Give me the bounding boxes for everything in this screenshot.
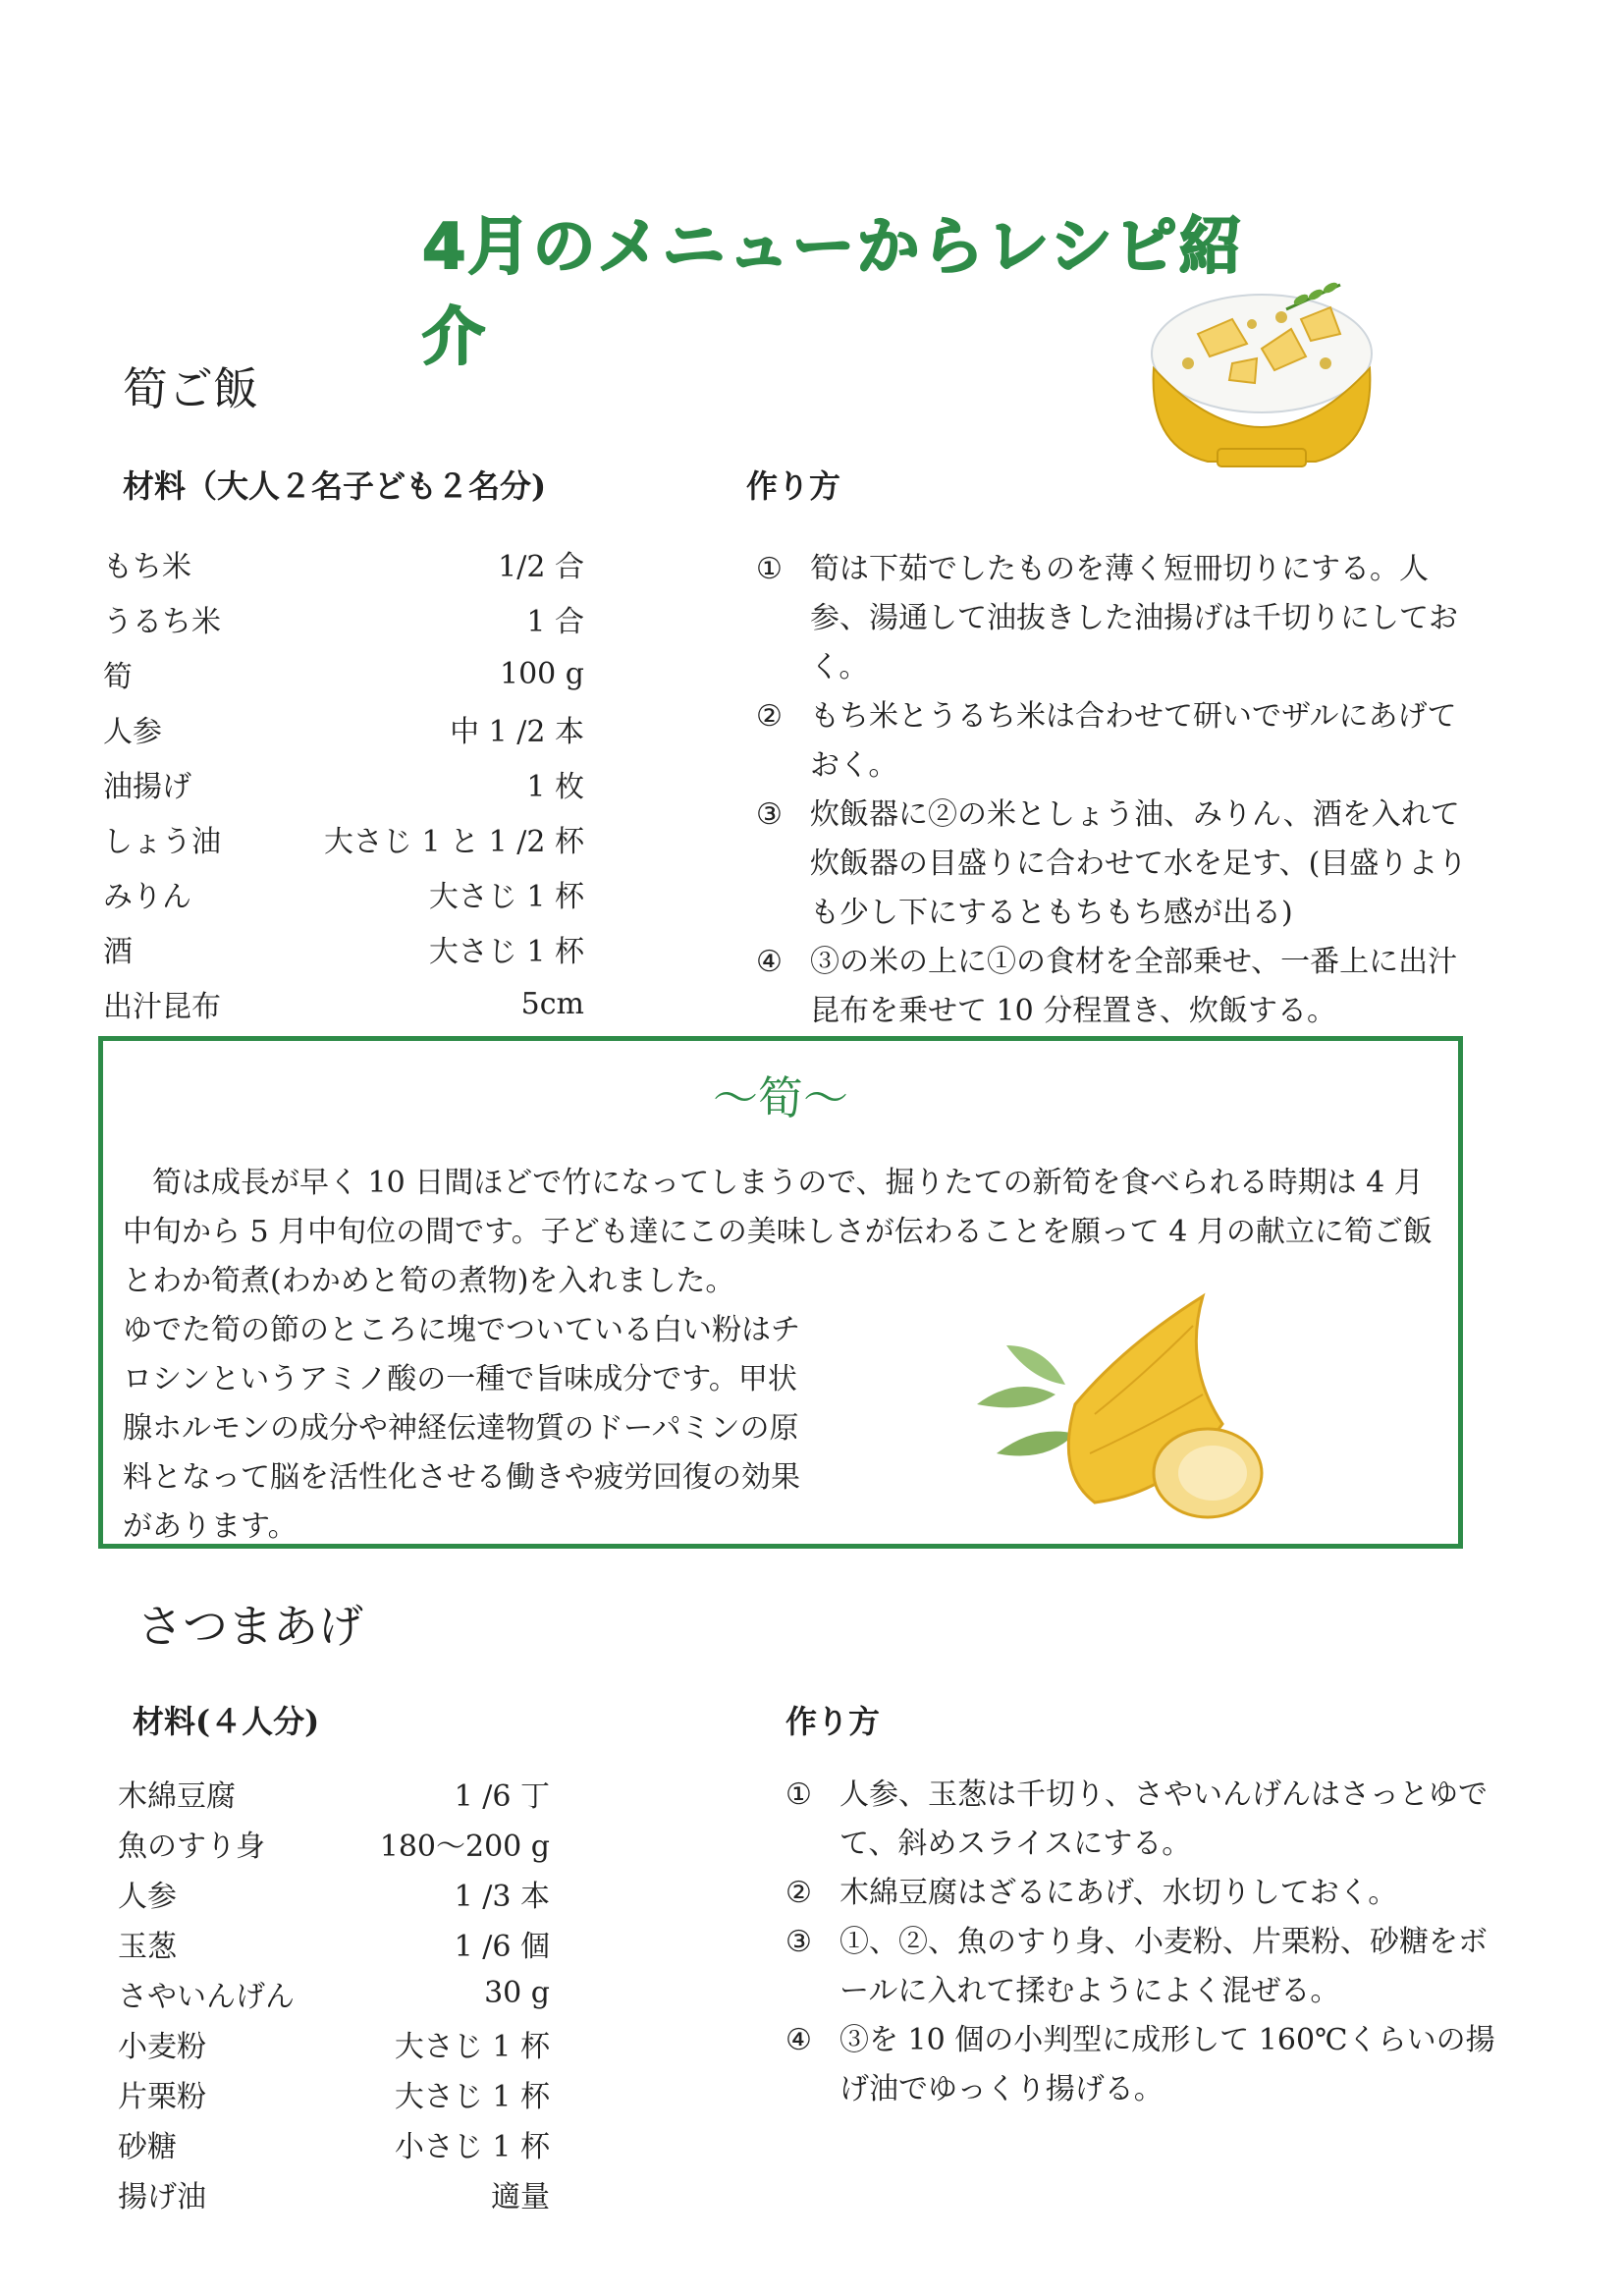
ingredient-name: 玉葱: [118, 1929, 177, 1964]
step-text: ③を 10 個の小判型に成形して 160℃くらいの揚げ油でゆっくり揚げる。: [839, 2023, 1495, 2106]
ingredient-name: 片栗粉: [118, 2079, 206, 2114]
step-number: ①: [785, 1777, 812, 1812]
recipe2-ingredients-table: [118, 1768, 550, 2218]
ingredient-amount: 100 g: [499, 656, 584, 691]
ingredient-amount: 1 合: [526, 605, 584, 639]
step-text: もち米とうるち米は合わせて研いでザルにあげておく。: [810, 699, 1457, 783]
rice-bowl-illustration-icon: [1139, 280, 1384, 476]
step-text: 木綿豆腐はざるにあげ、水切りしておく。: [839, 1876, 1398, 1910]
ingredient-amount: 大さじ 1 杯: [428, 880, 584, 914]
step-number: ①: [756, 552, 783, 586]
ingredient-row: [103, 921, 584, 976]
ingredient-row: [103, 811, 584, 866]
ingredient-amount: 30 g: [484, 1976, 550, 2010]
ingredient-row: [103, 756, 584, 811]
ingredient-row: [103, 976, 584, 1031]
info-box: [98, 1036, 1463, 1549]
ingredient-row: [118, 2018, 550, 2068]
ingredient-row: [103, 646, 584, 701]
recipe1-steps-heading: 作り方: [746, 467, 841, 505]
page-title: 4月のメニューからレシピ紹介: [422, 211, 1244, 374]
info-title: 〜筍〜: [713, 1071, 848, 1124]
step-item: [785, 2016, 1502, 2114]
ingredient-amount: 中 1 /2 本: [450, 715, 584, 749]
recipe1-title: 筍ご飯: [123, 362, 258, 415]
ingredient-name: 木綿豆腐: [118, 1778, 236, 1814]
ingredient-row: [103, 591, 584, 646]
ingredient-row: [118, 2118, 550, 2168]
ingredient-name: さやいんげん: [118, 1979, 295, 2014]
recipe2-steps-list: [785, 1771, 1502, 2114]
ingredient-name: 出汁昆布: [103, 990, 221, 1024]
step-item: [756, 545, 1483, 692]
ingredient-row: [103, 701, 584, 756]
ingredient-amount: 小さじ 1 杯: [394, 2129, 550, 2164]
ingredient-amount: 大さじ 1 杯: [394, 2079, 550, 2114]
ingredient-name: 揚げ油: [118, 2179, 206, 2214]
recipe1-steps-list: [756, 545, 1483, 1036]
recipe1-ingredients-heading: 材料（大人２名子ども２名分): [123, 467, 547, 505]
step-item: [756, 938, 1483, 1036]
ingredient-amount: 1 /3 本: [454, 1879, 550, 1914]
ingredient-name: もち米: [103, 550, 191, 584]
ingredient-row: [118, 1968, 550, 2018]
step-text: ①、②、魚のすり身、小麦粉、片栗粉、砂糖をボールに入れて揉むようによく混ぜる。: [839, 1925, 1488, 2008]
ingredient-amount: 大さじ 1 杯: [394, 2029, 550, 2064]
ingredient-name: しょう油: [103, 825, 221, 859]
ingredient-amount: 1 /6 個: [454, 1929, 550, 1964]
ingredient-name: 油揚げ: [103, 770, 191, 804]
step-number: ④: [785, 2023, 812, 2057]
ingredient-amount: 1 枚: [526, 770, 584, 804]
info-paragraph-1: 筍は成長が早く 10 日間ほどで竹になってしまうので、掘りたての新筍を食べられる時期は 4 月中旬から 5 月中旬位の間です。子ども達にこの美味しさが伝わることを願って 4 月の献立に筍ご飯とわか筍煮(わかめと筍の煮物)を入れました。: [123, 1166, 1433, 1298]
step-item: [785, 1918, 1502, 2016]
recipe1-ingredients-table: [103, 536, 584, 1031]
step-number: ③: [785, 1925, 812, 1959]
ingredient-name: うるち米: [103, 605, 221, 639]
step-number: ③: [756, 797, 783, 832]
step-number: ②: [756, 699, 783, 734]
ingredient-name: 筍: [103, 660, 133, 694]
ingredient-name: 魚のすり身: [118, 1829, 265, 1864]
step-text: 人参、玉葱は千切り、さやいんげんはさっとゆでて、斜めスライスにする。: [839, 1777, 1488, 1861]
bamboo-shoot-illustration-icon: [957, 1286, 1321, 1542]
ingredient-amount: 大さじ 1 杯: [428, 935, 584, 969]
ingredient-name: みりん: [103, 880, 191, 914]
ingredient-amount: 適量: [491, 2179, 550, 2214]
ingredient-row: [118, 2168, 550, 2218]
ingredient-name: 人参: [118, 1879, 177, 1914]
step-item: [785, 1771, 1502, 1869]
step-number: ②: [785, 1876, 812, 1910]
recipe2-steps-heading: 作り方: [785, 1703, 881, 1740]
ingredient-row: [103, 536, 584, 591]
ingredient-amount: 1/2 合: [498, 550, 584, 584]
ingredient-name: 人参: [103, 715, 162, 749]
step-item: [785, 1869, 1502, 1918]
ingredient-row: [118, 1918, 550, 1968]
ingredient-amount: 1 /6 丁: [454, 1778, 550, 1814]
step-item: [756, 692, 1483, 791]
ingredient-row: [103, 866, 584, 921]
ingredient-row: [118, 1768, 550, 1818]
ingredient-amount: 5cm: [520, 986, 584, 1021]
ingredient-name: 酒: [103, 935, 133, 969]
ingredient-amount: 大さじ 1 と 1 /2 杯: [323, 825, 584, 859]
ingredient-amount: 180〜200 g: [379, 1829, 550, 1864]
step-item: [756, 791, 1483, 938]
step-text: ③の米の上に①の食材を全部乗せ、一番上に出汁昆布を乗せて 10 分程置き、炊飯する。: [810, 945, 1458, 1028]
step-number: ④: [756, 945, 783, 979]
recipe2-title: さつまあげ: [137, 1600, 363, 1653]
ingredient-row: [118, 1818, 550, 1868]
info-paragraph-2: ゆでた筍の節のところに塊でついている白い粉はチロシンというアミノ酸の一種で旨味成分です。甲状腺ホルモンの成分や神経伝達物質のドーパミンの原料となって脳を活性化させる働きや疲労回復の効果があります。: [123, 1313, 800, 1544]
ingredient-row: [118, 1868, 550, 1918]
ingredient-name: 砂糖: [118, 2129, 177, 2164]
step-text: 炊飯器に②の米としょう油、みりん、酒を入れて炊飯器の目盛りに合わせて水を足す、(目盛りよりも少し下にするともちもち感が出る): [810, 797, 1468, 930]
ingredient-row: [118, 2068, 550, 2118]
step-text: 筍は下茹でしたものを薄く短冊切りにする。人参、湯通して油抜きした油揚げは千切りにしておく。: [810, 552, 1458, 684]
ingredient-name: 小麦粉: [118, 2029, 206, 2064]
recipe2-ingredients-heading: 材料(４人分): [133, 1703, 320, 1740]
